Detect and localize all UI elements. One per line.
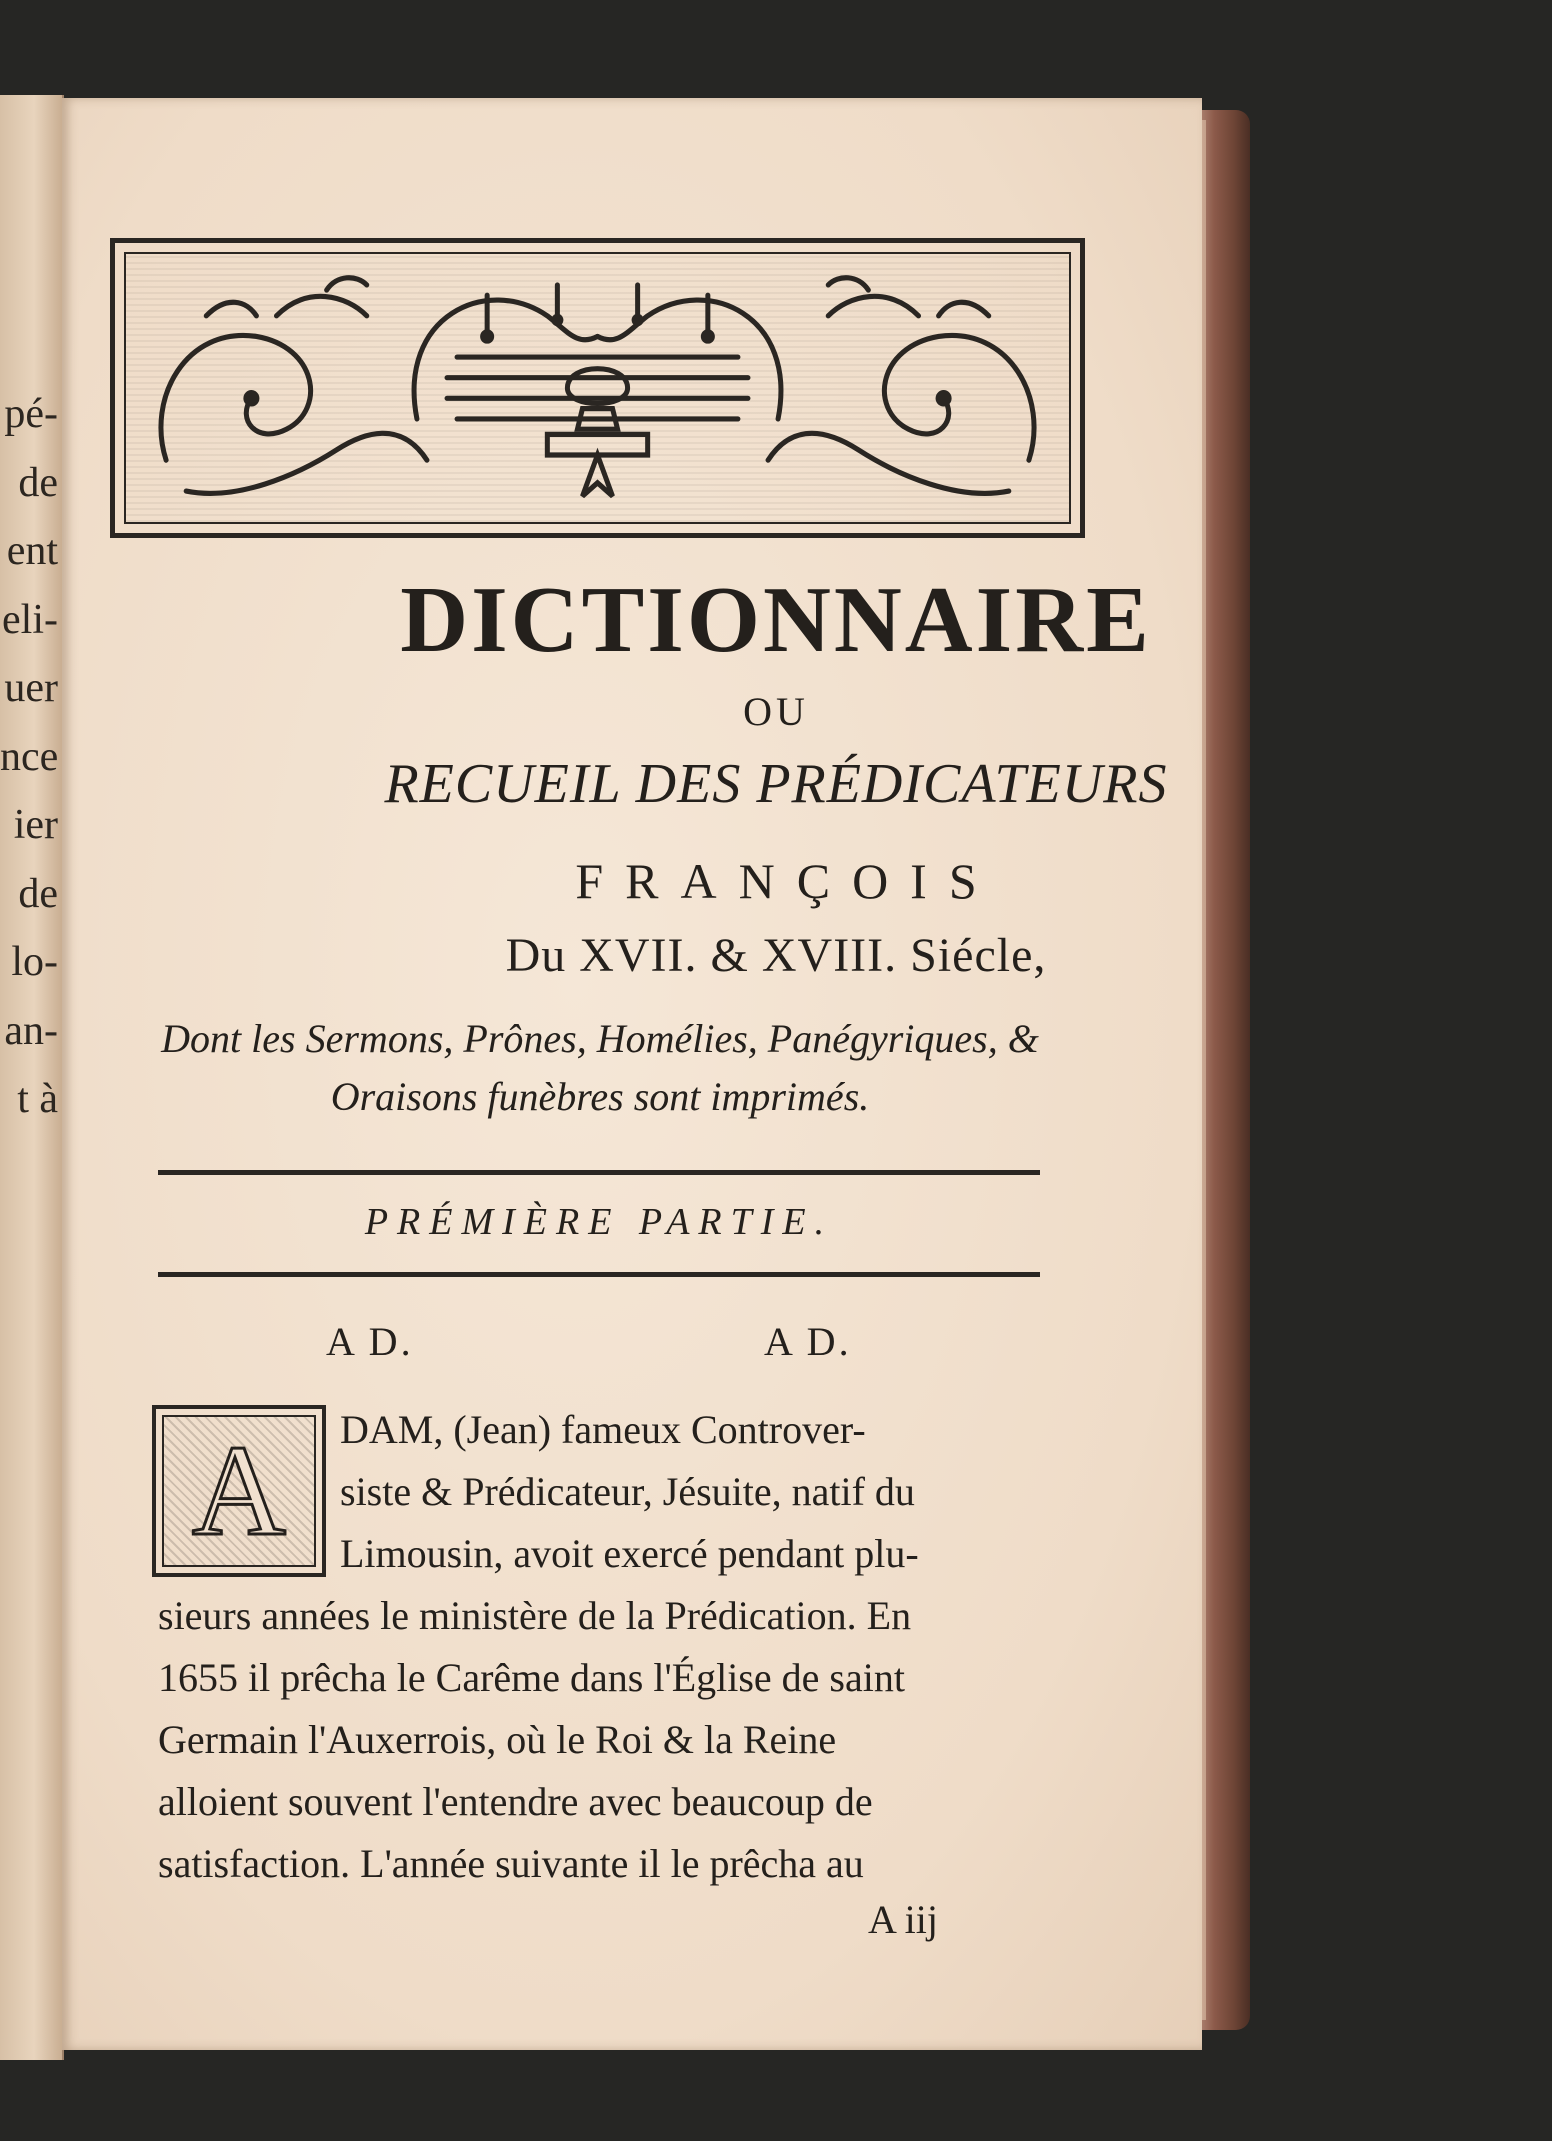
left-fragment: nce (0, 733, 58, 780)
left-fragment: an- (4, 1007, 58, 1054)
body-line: alloient souvent l'entendre avec beaucoup de (158, 1779, 873, 1824)
body-line: satisfaction. L'année suivante il le prêcha au (158, 1841, 864, 1886)
ornamental-headpiece-icon (110, 238, 1085, 538)
left-fragment: de (18, 870, 58, 917)
left-fragment: pé- (4, 391, 58, 437)
body-line: DAM, (Jean) fameux Controver- (340, 1407, 866, 1452)
decorated-initial-icon (152, 1405, 326, 1577)
body-line: Germain l'Auxerrois, où le Roi & la Reine (158, 1717, 837, 1762)
rule-top (158, 1170, 1040, 1175)
signature-mark: A iij (868, 1897, 939, 1942)
left-fragment: eli- (2, 596, 58, 643)
body-line: Limousin, avoit exercé pendant plu- (340, 1531, 919, 1576)
body-line: siste & Prédicateur, Jésuite, natif du (340, 1469, 915, 1514)
drop-cap-letter: A (162, 1415, 316, 1567)
left-fragment: de (18, 459, 58, 506)
running-head-left: A D. (326, 1319, 414, 1364)
title-subtitle: Dont les Sermons, Prônes, Homélies, Panégyriques, & Oraisons funèbres sont imprimés. (161, 1016, 1039, 1119)
body-line: 1655 il prêcha le Carême dans l'Église de saint (158, 1655, 905, 1700)
left-page (0, 95, 64, 2060)
title-francois: FRANÇOIS (575, 853, 999, 909)
running-head-right: A D. (764, 1319, 852, 1364)
left-fragment: ent (6, 528, 58, 574)
left-fragment: lo- (11, 939, 58, 985)
left-fragment: t à (17, 1076, 58, 1122)
left-fragment: ier (13, 802, 58, 848)
book-title: DICTIONNAIRE (400, 568, 1152, 672)
left-fragment: uer (4, 665, 58, 711)
title-recueil: RECUEIL DES PRÉDICATEURS (384, 753, 1168, 815)
body-line: sieurs années le ministère de la Prédication. En (158, 1593, 912, 1638)
section-heading: PRÉMIÈRE PARTIE. (364, 1201, 834, 1243)
title-century: Du XVII. & XVIII. Siécle, (505, 929, 1047, 982)
rule-bottom (158, 1272, 1040, 1277)
title-conjunction: OU (743, 689, 809, 734)
